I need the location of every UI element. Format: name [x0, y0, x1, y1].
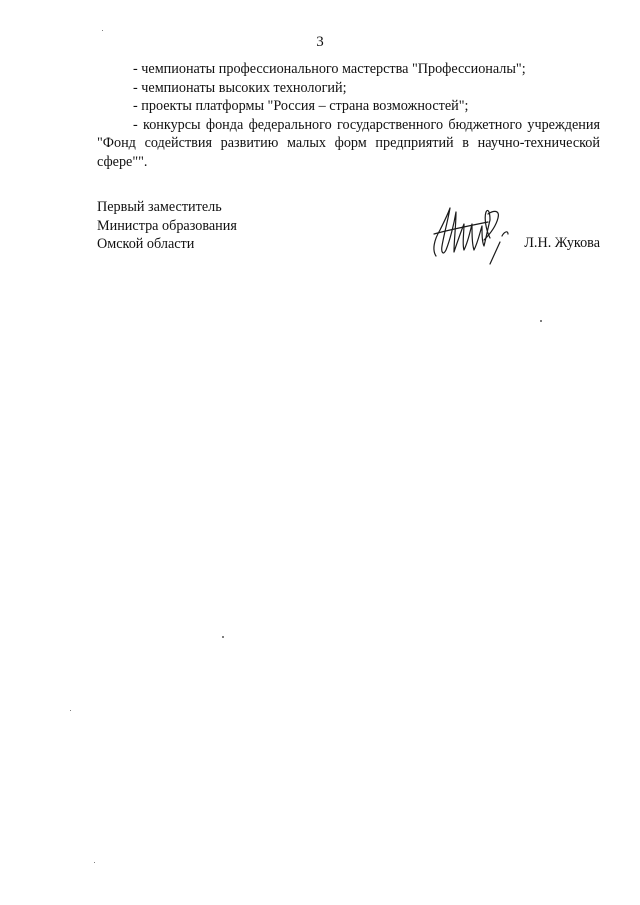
list-item-fund-contests: - конкурсы фонда федерального государственного бюджетного учреждения "Фонд содействия развитию малых форм предприятий в научно-технической сфере"".	[97, 116, 600, 170]
signatory-title-line-1: Первый заместитель	[97, 199, 222, 215]
scan-speck	[540, 320, 542, 322]
scan-speck	[70, 710, 71, 711]
handwritten-signature	[428, 200, 512, 268]
signatory-title-line-2: Министра образования	[97, 217, 237, 234]
signer-name: Л.Н. Жукова	[524, 235, 600, 251]
document-body	[97, 60, 600, 172]
signatory-title	[97, 198, 237, 254]
scan-speck	[102, 30, 103, 31]
scan-speck	[94, 862, 95, 863]
list-item-russia-platform: - проекты платформы "Россия – страна возможностей";	[133, 98, 469, 115]
scan-speck	[222, 636, 224, 638]
list-item-professionals: - чемпионаты профессионального мастерства "Профессионалы";	[133, 61, 526, 77]
page-number: 3	[316, 34, 324, 50]
signatory-title-line-3: Омской области	[97, 236, 195, 253]
list-item-high-tech: - чемпионаты высоких технологий;	[133, 79, 347, 96]
